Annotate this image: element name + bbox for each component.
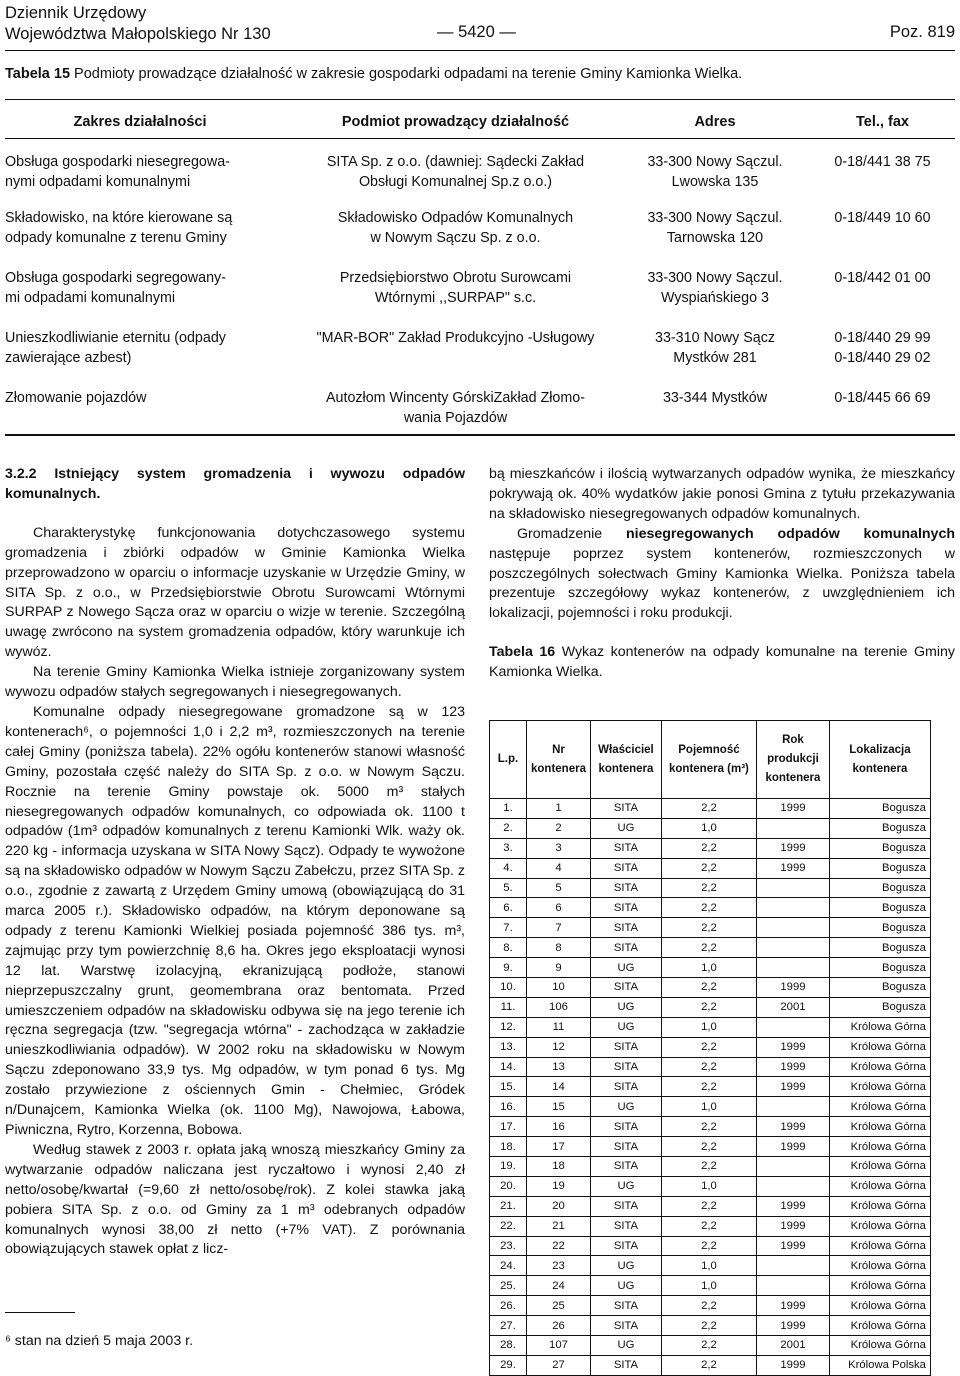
cell-capacity: 2,2 — [661, 1355, 756, 1375]
table15-cell-line: 33-300 Nowy Sączul. — [647, 210, 783, 226]
cell-location: Królowa Górna — [829, 1057, 930, 1077]
cell-lp: 22. — [490, 1216, 527, 1236]
cell-lp: 23. — [490, 1236, 527, 1256]
table15-cell-line: odpady komunalne z terenu Gminy — [5, 230, 227, 246]
cell-year: 1999 — [756, 1057, 829, 1077]
cell-nr: 6 — [527, 898, 591, 918]
cell-capacity: 2,2 — [661, 1336, 756, 1356]
cell-owner: SITA — [590, 1137, 661, 1157]
table15-cell-entity — [288, 388, 623, 428]
table15-cell-line: zawierające azbest) — [5, 350, 132, 366]
table15-cell-line: 33-344 Mystków — [662, 390, 768, 406]
page-header — [5, 0, 957, 50]
cell-location: Bogusza — [829, 858, 930, 878]
cell-nr: 24 — [527, 1276, 591, 1296]
table16-row — [490, 898, 931, 918]
cell-nr: 25 — [527, 1296, 591, 1316]
table16-row — [490, 1216, 931, 1236]
cell-capacity: 2,2 — [661, 1316, 756, 1336]
table15-caption — [5, 66, 742, 82]
table15-cell-entity — [288, 328, 623, 348]
paragraph-1: Charakterystykę funkcjonowania dotychczasowego systemu gromadzenia i zbiórki odpadów w Gminie Kamionka Wielka przeprowadzono w oparciu o informacje uzyskanie w Urzędzie Gminy, w SITA Sp. z o.o., w Przedsiębiorstwie Obrotu Surowcami Wtórnymi SURPAP z Nowego Sącza oraz w oparciu o wizje w terenie. Szczególną uwagę zwrócono na system gromadzenia odpadów, który warunkuje ich wywóz. — [5, 524, 465, 661]
cell-year: 2001 — [756, 1336, 829, 1356]
table15-cell-line: 0-18/442 01 00 — [834, 270, 931, 286]
cell-location: Królowa Górna — [829, 1276, 930, 1296]
cell-year: 1999 — [756, 1137, 829, 1157]
cell-lp: 11. — [490, 997, 527, 1017]
table15-cell-scope — [5, 152, 290, 192]
cell-nr: 15 — [527, 1097, 591, 1117]
cell-capacity: 2,2 — [661, 1196, 756, 1216]
cell-year — [756, 938, 829, 958]
header-scope: Zakres działalności — [73, 114, 207, 130]
cell-capacity: 2,2 — [661, 878, 756, 898]
cell-lp: 21. — [490, 1196, 527, 1216]
table16-row — [490, 997, 931, 1017]
cell-lp: 12. — [490, 1017, 527, 1037]
table15-cell-line: Wyspiańskiego 3 — [661, 290, 769, 306]
p2-end: następuje poprzez system kontenerów, rozmieszczonych w poszczególnych sołectwach Gminy Kamionka Wielka. Poniższa tabela prezentuje szczegółowy wykaz kontenerów, z uwzględnieniem ich lokalizacji, pojemności i roku produkcji. — [489, 545, 955, 622]
cell-lp: 14. — [490, 1057, 527, 1077]
position-number: Poz. 819 — [889, 23, 955, 41]
cell-owner: SITA — [590, 1157, 661, 1177]
table15-cell-address — [615, 388, 815, 408]
cell-nr: 11 — [527, 1017, 591, 1037]
table16-header-row — [490, 721, 931, 799]
cell-capacity: 1,0 — [661, 1017, 756, 1037]
cell-owner: SITA — [590, 1077, 661, 1097]
table15-cell-line: Obsługi Komunalnej Sp.z o.o.) — [358, 174, 553, 190]
cell-year: 1999 — [756, 1236, 829, 1256]
cell-year — [756, 1017, 829, 1037]
cell-owner: UG — [590, 818, 661, 838]
cell-owner: UG — [590, 1256, 661, 1276]
cell-owner: SITA — [590, 1057, 661, 1077]
table16-row — [490, 1097, 931, 1117]
cell-location: Bogusza — [829, 898, 930, 918]
paragraph-4: Według stawek z 2003 r. opłata jaką wnoszą mieszkańcy Gminy za wytwarzanie odpadów naliczana jest ryczałtowo i wynosi 2,40 zł netto/osobę/kwartał (=9,60 zł netto/osobę/rok). Z kolei stawka jaką pobiera SITA Sp. z o.o. od Gminy za 1 m³ odebranych odpadów komunalnych wynosi 38,00 zł netto (+7% VAT). Z porównania obowiązujących stawek opłat z licz- — [5, 1141, 465, 1258]
cell-lp: 3. — [490, 838, 527, 858]
cell-year: 1999 — [756, 838, 829, 858]
cell-nr: 21 — [527, 1216, 591, 1236]
th-nr: Nr kontenera — [527, 721, 591, 799]
table15-cell-line: nymi odpadami komunalnymi — [5, 174, 191, 190]
cell-lp: 6. — [490, 898, 527, 918]
cell-year: 1999 — [756, 1316, 829, 1336]
table16-row — [490, 1157, 931, 1177]
table16-row — [490, 878, 931, 898]
table16-row — [490, 818, 931, 838]
cell-year — [756, 1097, 829, 1117]
cell-location: Królowa Górna — [829, 1176, 930, 1196]
cell-location: Królowa Górna — [829, 1097, 930, 1117]
cell-lp: 20. — [490, 1176, 527, 1196]
cell-owner: SITA — [590, 978, 661, 998]
cell-owner: SITA — [590, 1296, 661, 1316]
page-number: — 5420 — — [437, 23, 516, 41]
table15-cell-phone — [810, 268, 955, 288]
cell-owner: SITA — [590, 898, 661, 918]
table15-cell-line: SITA Sp. z o.o. (dawniej: Sądecki Zakład — [326, 154, 585, 170]
cell-nr: 106 — [527, 997, 591, 1017]
table16-row — [490, 938, 931, 958]
cell-nr: 9 — [527, 958, 591, 978]
cell-capacity: 1,0 — [661, 1256, 756, 1276]
cell-lp: 1. — [490, 799, 527, 819]
cell-lp: 29. — [490, 1355, 527, 1375]
cell-owner: UG — [590, 997, 661, 1017]
table16-row — [490, 799, 931, 819]
right-column — [489, 465, 955, 683]
cell-nr: 22 — [527, 1236, 591, 1256]
table15-cell-line: "MAR-BOR" Zakład Produkcyjno -Usługowy — [316, 330, 595, 346]
cell-year — [756, 898, 829, 918]
cell-nr: 13 — [527, 1057, 591, 1077]
footnote: ⁶ stan na dzień 5 maja 2003 r. — [5, 1333, 194, 1349]
cell-capacity: 2,2 — [661, 1236, 756, 1256]
cell-year: 1999 — [756, 1355, 829, 1375]
table16-row — [490, 1236, 931, 1256]
cell-capacity: 2,2 — [661, 997, 756, 1017]
table16-row — [490, 1137, 931, 1157]
th-year: Rok produkcji kontenera — [756, 721, 829, 799]
cell-capacity: 1,0 — [661, 1276, 756, 1296]
cell-lp: 5. — [490, 878, 527, 898]
cell-capacity: 2,2 — [661, 898, 756, 918]
cell-lp: 19. — [490, 1157, 527, 1177]
cell-capacity: 1,0 — [661, 958, 756, 978]
cell-year: 1999 — [756, 1077, 829, 1097]
cell-location: Bogusza — [829, 799, 930, 819]
header-rule — [5, 50, 955, 51]
cell-owner: UG — [590, 1276, 661, 1296]
cell-lp: 25. — [490, 1276, 527, 1296]
table15-cell-scope — [5, 328, 290, 368]
cell-nr: 12 — [527, 1037, 591, 1057]
cell-year: 1999 — [756, 799, 829, 819]
cell-owner: UG — [590, 1017, 661, 1037]
cell-capacity: 2,2 — [661, 1057, 756, 1077]
table15-cell-scope — [5, 208, 290, 248]
table15-cell-line: Mystków 281 — [673, 350, 757, 366]
cell-lp: 15. — [490, 1077, 527, 1097]
cell-location: Królowa Górna — [829, 1216, 930, 1236]
cell-capacity: 2,2 — [661, 938, 756, 958]
cell-location: Królowa Górna — [829, 1336, 930, 1356]
cell-lp: 9. — [490, 958, 527, 978]
cell-nr: 107 — [527, 1336, 591, 1356]
cell-lp: 26. — [490, 1296, 527, 1316]
journal-title: Dziennik Urzędowy — [5, 4, 147, 22]
cell-year: 1999 — [756, 858, 829, 878]
th-owner: Właściciel kontenera — [590, 721, 661, 799]
cell-lp: 27. — [490, 1316, 527, 1336]
section-heading: 3.2.2 Istniejący system gromadzenia i wywozu odpadów komunalnych. — [5, 466, 465, 502]
th-lp: L.p. — [490, 721, 527, 799]
cell-lp: 7. — [490, 918, 527, 938]
table15-cell-line: 33-310 Nowy Sącz — [655, 330, 775, 346]
cell-owner: SITA — [590, 938, 661, 958]
cell-location: Bogusza — [829, 997, 930, 1017]
cell-nr: 1 — [527, 799, 591, 819]
cell-year: 1999 — [756, 1196, 829, 1216]
right-paragraph-1: bą mieszkańców i ilością wytwarzanych odpadów wynika, że mieszkańcy pokrywają ok. 40% wydatków jakie ponosi Gmina z tytułu przekazywania na składowisko niesegregowanych odpadów komunalnych. — [489, 466, 955, 522]
footnote-rule — [5, 1312, 75, 1313]
table15-cell-address — [615, 328, 815, 368]
cell-lp: 4. — [490, 858, 527, 878]
cell-capacity: 1,0 — [661, 1097, 756, 1117]
table16-caption-text: Wykaz kontenerów na odpady komunalne na terenie Gminy Kamionka Wielka. — [489, 644, 955, 681]
table15-header-rule — [5, 138, 955, 139]
table15-cell-phone — [810, 152, 955, 172]
cell-lp: 24. — [490, 1256, 527, 1276]
table16-row — [490, 958, 931, 978]
cell-capacity: 2,2 — [661, 838, 756, 858]
table16-row — [490, 838, 931, 858]
table16-caption — [489, 643, 955, 683]
cell-nr: 3 — [527, 838, 591, 858]
cell-owner: SITA — [590, 878, 661, 898]
cell-capacity: 2,2 — [661, 1117, 756, 1137]
cell-nr: 7 — [527, 918, 591, 938]
cell-lp: 16. — [490, 1097, 527, 1117]
cell-owner: SITA — [590, 858, 661, 878]
table15-cell-line: Wtórnymi ,,SURPAP" s.c. — [374, 290, 537, 306]
table15-cell-entity — [288, 208, 623, 248]
cell-location: Królowa Górna — [829, 1077, 930, 1097]
cell-owner: UG — [590, 1097, 661, 1117]
table15-cell-line: 0-18/440 29 02 — [834, 350, 931, 366]
table15-cell-address — [615, 268, 815, 308]
cell-owner: SITA — [590, 1117, 661, 1137]
cell-owner: SITA — [590, 799, 661, 819]
cell-location: Bogusza — [829, 978, 930, 998]
cell-nr: 8 — [527, 938, 591, 958]
header-phone: Tel., fax — [856, 114, 909, 130]
cell-nr: 20 — [527, 1196, 591, 1216]
cell-nr: 18 — [527, 1157, 591, 1177]
cell-owner: SITA — [590, 1236, 661, 1256]
cell-owner: UG — [590, 1176, 661, 1196]
table15-cell-phone — [810, 388, 955, 408]
cell-owner: SITA — [590, 1196, 661, 1216]
right-paragraph-2 — [489, 525, 955, 625]
table16-row — [490, 1117, 931, 1137]
table16-label: Tabela 16 — [489, 644, 556, 661]
table15-cell-phone — [810, 208, 955, 228]
paragraph-3: Komunalne odpady niesegregowane gromadzone są w 123 kontenerach⁶, o pojemności 1,0 i 2,2 m³, rozmieszczonych na terenie całej Gminy (poniższa tabela). 22% ogółu kontenerów stanowi własność Gminy, pozostała część należy do SITA Sp. z o.o. w Nowym Sączu. Rocznie na terenie Gminy powstaje ok. 5000 m³ stałych niesegregowanych odpadów komunalnych, co odpowiada ok. 1100 t odpadów (1m³ odpadów komunalnych z terenu Kamionki Wlk. waży ok. 220 kg - informacja uzyskana w SITA Nowy Sącz). Odpady te wywożone są na składowisko odpadów w Nowym Sączu Zabełczu, przez SITA Sp. z o.o., zgodnie z zawartą z Urzędem Gminy umową (obowiązującą do 31 marca 2005 r.). Składowisko odpadów, na którym deponowane są odpady z terenu Kamionki Wielkiej posiada pojemność 386 tys. m³, zajmując przy tym powierzchnię 8,6 ha. Okres jego eksploatacji wynosi 12 lat. Warstwę izolacyjną, ekranizującą podłoże, stanowi nieprzepuszczalny grunt, geomembrana oraz bentomata. Przed umieszczeniem odpadów na składowisku odbywa się na jego terenie ich ręczna segregacja (tzw. "segregacja wtórna" - zachodząca w zakładzie unieszkodliwiania odpadów). W 2002 roku na składowisku w Nowym Sączu zdeponowano 33,9 tys. Mg odpadów, w tym ponad 6 tys. Mg zostało przywiezione z ościennych Gmin - Chełmiec, Gródek n/Dunajcem, Kamionka Wielka (ok. 1100 Mg), Nawojowa, Łabowa, Piwniczna, Rytro, Korzenna, Bobowa. — [5, 703, 465, 1138]
cell-location: Królowa Górna — [829, 1157, 930, 1177]
cell-owner: SITA — [590, 1355, 661, 1375]
table15-cell-line: Lwowska 135 — [671, 174, 759, 190]
table15-cell-scope — [5, 388, 290, 408]
table15-cell-address — [615, 208, 815, 248]
header-address: Adres — [694, 114, 736, 130]
table15-cell-line: 0-18/440 29 99 — [834, 330, 931, 346]
cell-owner: UG — [590, 958, 661, 978]
cell-capacity: 2,2 — [661, 1137, 756, 1157]
cell-lp: 13. — [490, 1037, 527, 1057]
cell-capacity: 2,2 — [661, 858, 756, 878]
cell-location: Królowa Górna — [829, 1316, 930, 1336]
table16-row — [490, 1196, 931, 1216]
cell-year — [756, 1276, 829, 1296]
cell-nr: 17 — [527, 1137, 591, 1157]
table15-cell-address — [615, 152, 815, 192]
table16-row — [490, 1176, 931, 1196]
cell-year — [756, 1256, 829, 1276]
table15-cell-line: Składowisko Odpadów Komunalnych — [337, 210, 574, 226]
cell-location: Bogusza — [829, 818, 930, 838]
cell-location: Królowa Górna — [829, 1117, 930, 1137]
cell-lp: 2. — [490, 818, 527, 838]
table15-caption-text: Podmioty prowadzące działalność w zakresie gospodarki odpadami na terenie Gminy Kamionka Wielka. — [70, 66, 743, 82]
table16-row — [490, 918, 931, 938]
table15-cell-line: 0-18/441 38 75 — [834, 154, 931, 170]
table15-cell-line: Tarnowska 120 — [666, 230, 764, 246]
cell-owner: UG — [590, 1336, 661, 1356]
table15-cell-line: Unieszkodliwianie eternitu (odpady — [5, 330, 226, 346]
cell-lp: 18. — [490, 1137, 527, 1157]
cell-capacity: 1,0 — [661, 1176, 756, 1196]
table15-cell-entity — [288, 152, 623, 192]
table16-row — [490, 1017, 931, 1037]
cell-owner: SITA — [590, 918, 661, 938]
cell-year — [756, 1157, 829, 1177]
cell-location: Bogusza — [829, 838, 930, 858]
table16-row — [490, 1037, 931, 1057]
table15-cell-line: Obsługa gospodarki segregowany- — [5, 270, 226, 286]
cell-location: Królowa Górna — [829, 1256, 930, 1276]
cell-capacity: 2,2 — [661, 1296, 756, 1316]
table15-cell-line: wania Pojazdów — [403, 410, 508, 426]
cell-nr: 23 — [527, 1256, 591, 1276]
cell-year: 1999 — [756, 1296, 829, 1316]
cell-nr: 2 — [527, 818, 591, 838]
cell-capacity: 1,0 — [661, 818, 756, 838]
cell-nr: 14 — [527, 1077, 591, 1097]
cell-year — [756, 818, 829, 838]
cell-location: Królowa Polska — [829, 1355, 930, 1375]
cell-location: Bogusza — [829, 918, 930, 938]
table16-row — [490, 1355, 931, 1375]
table15-cell-line: 33-300 Nowy Sączul. — [647, 270, 783, 286]
cell-owner: SITA — [590, 1316, 661, 1336]
th-capacity: Pojemność kontenera (m³) — [661, 721, 756, 799]
cell-year — [756, 1176, 829, 1196]
cell-lp: 28. — [490, 1336, 527, 1356]
table15-top-rule — [5, 99, 955, 100]
cell-nr: 5 — [527, 878, 591, 898]
cell-location: Królowa Górna — [829, 1236, 930, 1256]
table16 — [489, 720, 931, 1376]
cell-nr: 16 — [527, 1117, 591, 1137]
table15-cell-line: Przedsiębiorstwo Obrotu Surowcami — [339, 270, 572, 286]
cell-nr: 26 — [527, 1316, 591, 1336]
cell-year — [756, 878, 829, 898]
cell-location: Bogusza — [829, 938, 930, 958]
paragraph-2: Na terenie Gminy Kamionka Wielka istnieje zorganizowany system wywozu odpadów stałych segregowanych i niesegregowanych. — [5, 664, 465, 701]
cell-location: Królowa Górna — [829, 1017, 930, 1037]
left-column — [5, 465, 465, 1260]
cell-lp: 8. — [490, 938, 527, 958]
table15-cell-line: 0-18/445 66 69 — [834, 390, 931, 406]
table16-row — [490, 858, 931, 878]
table16-row — [490, 1316, 931, 1336]
cell-location: Królowa Górna — [829, 1037, 930, 1057]
cell-owner: SITA — [590, 1216, 661, 1236]
table15-cell-scope — [5, 268, 290, 308]
table16-row — [490, 1336, 931, 1356]
table15-cell-line: mi odpadami komunalnymi — [5, 290, 176, 306]
cell-capacity: 2,2 — [661, 799, 756, 819]
p2-start: Gromadzenie — [517, 525, 626, 542]
cell-nr: 4 — [527, 858, 591, 878]
table16-row — [490, 1057, 931, 1077]
cell-location: Królowa Górna — [829, 1296, 930, 1316]
header-entity: Podmiot prowadzący działalność — [341, 114, 570, 130]
cell-owner: SITA — [590, 838, 661, 858]
cell-year: 1999 — [756, 1117, 829, 1137]
table15-cell-line: Złomowanie pojazdów — [5, 390, 147, 406]
cell-year: 1999 — [756, 1037, 829, 1057]
cell-nr: 10 — [527, 978, 591, 998]
cell-capacity: 2,2 — [661, 1037, 756, 1057]
table15-cell-line: 0-18/449 10 60 — [834, 210, 931, 226]
cell-lp: 10. — [490, 978, 527, 998]
cell-location: Bogusza — [829, 878, 930, 898]
cell-capacity: 2,2 — [661, 978, 756, 998]
table15-label: Tabela 15 — [5, 66, 71, 82]
cell-year — [756, 918, 829, 938]
table16-row — [490, 1256, 931, 1276]
cell-capacity: 2,2 — [661, 1216, 756, 1236]
table15-cell-entity — [288, 268, 623, 308]
p2-bold: niesegregowanych odpadów komunalnych — [625, 525, 955, 542]
table15-bottom-rule — [5, 434, 955, 436]
cell-year: 1999 — [756, 1216, 829, 1236]
table16-row — [490, 1276, 931, 1296]
voivodeship-number: Województwa Małopolskiego Nr 130 — [5, 25, 271, 43]
th-location: Lokalizacja kontenera — [829, 721, 930, 799]
cell-nr: 19 — [527, 1176, 591, 1196]
table16-row — [490, 1296, 931, 1316]
table15-cell-phone — [810, 328, 955, 368]
cell-year — [756, 958, 829, 978]
table16-row — [490, 1077, 931, 1097]
cell-capacity: 2,2 — [661, 1157, 756, 1177]
cell-nr: 27 — [527, 1355, 591, 1375]
cell-year: 1999 — [756, 978, 829, 998]
cell-location: Królowa Górna — [829, 1137, 930, 1157]
cell-capacity: 2,2 — [661, 918, 756, 938]
table15-cell-line: Obsługa gospodarki niesegregowa- — [5, 154, 230, 170]
table15-cell-line: Składowisko, na które kierowane są — [5, 210, 233, 226]
table15-cell-line: 33-300 Nowy Sączul. — [647, 154, 783, 170]
cell-lp: 17. — [490, 1117, 527, 1137]
cell-capacity: 2,2 — [661, 1077, 756, 1097]
table15-cell-line: w Nowym Sączu Sp. z o.o. — [370, 230, 541, 246]
cell-year: 2001 — [756, 997, 829, 1017]
cell-owner: SITA — [590, 1037, 661, 1057]
table15-cell-line: Autozłom Wincenty GórskiZakład Złomo- — [325, 390, 585, 406]
cell-location: Bogusza — [829, 958, 930, 978]
cell-location: Królowa Górna — [829, 1196, 930, 1216]
table16-row — [490, 978, 931, 998]
